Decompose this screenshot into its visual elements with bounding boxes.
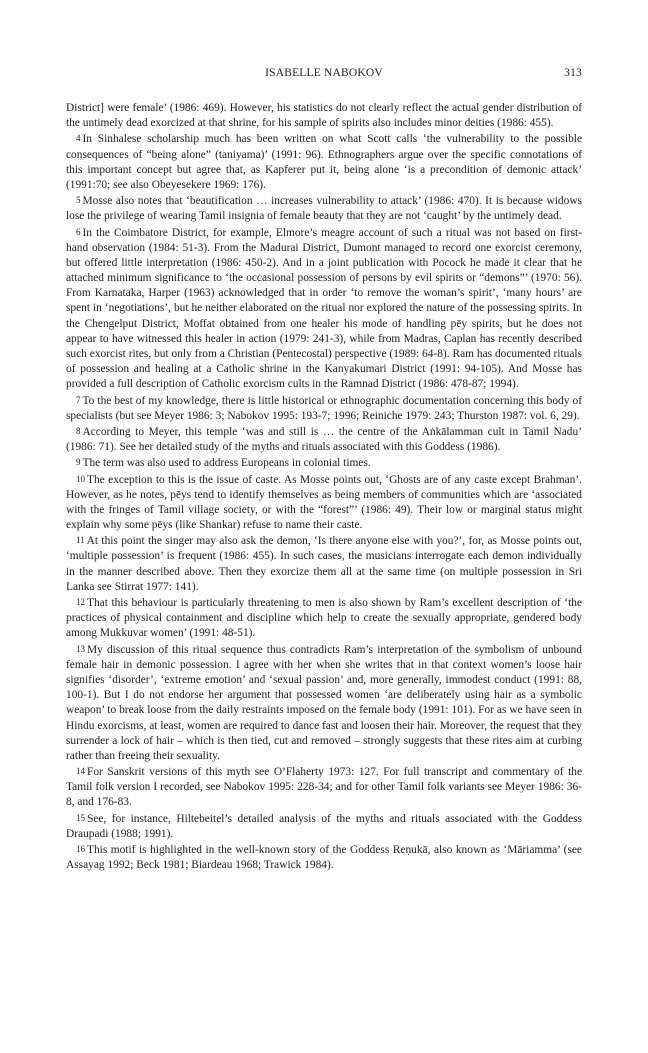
note-number: 14 bbox=[76, 766, 85, 777]
note-text: That this behaviour is particularly threatening to men is also shown by Ram’s excellent description of ‘the practices of physical containment and discipline which help to create the sexually appropriate, gendered body among Mukkuvar women’ (1991: 48-51). bbox=[66, 597, 582, 640]
endnotes bbox=[66, 101, 582, 873]
note-6 bbox=[66, 225, 582, 393]
note-text: This motif is highlighted in the well-known story of the Goddess Reṇukā, also known as ‘Māriamma’ (see Assayag 1992; Beck 1981; Biardeau 1968; Trawick 1984). bbox=[66, 844, 582, 872]
running-header bbox=[66, 67, 582, 83]
note-number: 15 bbox=[76, 812, 85, 823]
note-text: See, for instance, Hiltebeitel’s detailed analysis of the myths and rituals associated with the Goddess Draupadi (1988; 1991). bbox=[66, 812, 582, 840]
note-text: In the Coimbatore District, for example, Elmore’s meagre account of such a ritual was not based on first-hand observation (1984: 51-3). From the Madurai District, Dumont managed to record one exorcist ceremony, but offered little interpretation (1986: 450-2). And in a joint publication with Pocock he made it clear that he attached minimum significance to ‘the occasional possession of persons by evil spirits or “demons”’ (1970: 56). From Karnataka, Harper (1963) acknowledged that in order ‘to remove the woman’s spirit’, ‘many hours’ are spent in ‘negotiations’, but he neither elaborated on the ritual nor explored the nature of the possessing spirits. In the Chengelput District, Moffat obtained from one healer his mode of handling pēy spirits, but he does not appear to have witnessed this healer in action (1979: 241-3), while from Madras, Caplan has recently described such exorcist rites, but only from a Christian (Pentecostal) perspective (1989: 64-8). Ram has documented rituals of possession and healing at a Catholic shrine in the Kanyakumari District (1991: 94-105). And Mosse has provided a full description of Catholic exorcism cults in the Ramnad District (1986: 478-87; 1994). bbox=[66, 226, 582, 391]
note-text: At this point the singer may also ask the demon, ‘Is there anyone else with you?’, for, as Mosse points out, ‘multiple possession’ is frequent (1986: 455). In such cases, the musicians interrogate each demon individually in the manner described above. Then they exorcize them all at the same time (on multiple possession in Sri Lanka see Stirrat 1977: 141). bbox=[66, 535, 582, 593]
note-13 bbox=[66, 642, 582, 765]
note-14 bbox=[66, 764, 582, 811]
note-number: 7 bbox=[76, 394, 81, 405]
note-8 bbox=[66, 424, 582, 455]
page-number: 313 bbox=[564, 67, 582, 79]
note-text: My discussion of this ritual sequence thus contradicts Ram’s interpretation of the symbolism of unbound female hair in demonic possession. I agree with her when she writes that in that context women’s loose hair signifies ‘disorder’, ‘extreme emotion’ and ‘sexual passion’ and, more generally, immodest conduct (1991: 88, 100-1). But I do not endorse her argument that possessed women ‘are deliberately using hair as a symbolic weapon’ to break loose from the daily restraints imposed on the female body (1991: 101). For as we have seen in Hindu exorcisms, at least, women are required to dance fast and loosen their hair. Moreover, the request that they surrender a lock of hair – which is then tied, cut and removed – strongly suggests that these rites aim at curbing rather than freeing their sexuality. bbox=[66, 643, 582, 762]
note-10 bbox=[66, 472, 582, 534]
note-number: 8 bbox=[76, 425, 81, 436]
note-number: 9 bbox=[76, 457, 81, 468]
note-text: The term was also used to address Europeans in colonial times. bbox=[82, 457, 371, 470]
note-text: For Sanskrit versions of this myth see O’Flaherty 1973: 127. For full transcript and commentary of the Tamil folk version I recorded, see Nabokov 1995: 228-34; and for other Tamil folk variants see Meyer 1986: 36-8, and 176-83. bbox=[66, 766, 582, 809]
note-number: 13 bbox=[76, 643, 85, 654]
note-number: 4 bbox=[76, 133, 81, 144]
note-text: The exception to this is the issue of caste. As Mosse points out, ‘Ghosts are of any caste except Brahman’. However, as he notes, pēys tend to identify themselves as being members of communities which are ‘associated with the fringes of Tamil village society, or with the “forest”’ (1986: 49). Their low or marginal status might explain why some pēys (like Shankar) refuse to name their caste. bbox=[66, 473, 582, 532]
note-number: 5 bbox=[76, 195, 81, 206]
note-5 bbox=[66, 193, 582, 224]
note-number: 6 bbox=[76, 226, 81, 237]
note-number: 12 bbox=[76, 597, 85, 607]
note-text: Mosse also notes that ‘beautification … increases vulnerability to attack’ (1986: 470). It is because widows lose the privilege of wearing Tamil insignia of female beauty that they are not ‘caught’ by the untimely dead. bbox=[66, 195, 582, 223]
note-number: 11 bbox=[76, 535, 85, 546]
note-9 bbox=[66, 455, 582, 471]
note-11 bbox=[66, 533, 582, 595]
note-text: To the best of my knowledge, there is little historical or ethnographic documentation concerning this body of specialists (but see Meyer 1986: 3; Nabokov 1995: 193-7; 1996; Reiniche 1979: 243; Thurston 1987: vol. 6, 29). bbox=[66, 394, 582, 422]
running-title: ISABELLE NABOKOV bbox=[265, 67, 383, 79]
note-15 bbox=[66, 811, 582, 842]
note-4 bbox=[66, 131, 582, 193]
note-text: According to Meyer, this temple ‘was and still is … the centre of the Aṅkālamman cult in Tamil Nadu’ (1986: 71). See her detailed study of the myths and rituals associated with this Goddess (1986). bbox=[66, 425, 582, 454]
note-number: 10 bbox=[76, 473, 85, 484]
note-text: In Sinhalese scholarship much has been written on what Scott calls ‘the vulnerability to the possible consequences of “being alone” (taniyama)’ (1991: 96). Ethnographers argue over the specific connotations of this important concept but agree that, as Kapferer put it, being alone ‘is a precondition of demonic attack’ (1991:70; see also Obeyesekere 1969: 176). bbox=[66, 133, 582, 191]
note-16 bbox=[66, 842, 582, 873]
note-7 bbox=[66, 393, 582, 424]
note-continuation: District] were female’ (1986: 469). However, his statistics do not clearly reflect the actual gender distribution of the untimely dead exorcized at that shrine, for his sample of spirits also includes minor deities (1986: 455). bbox=[66, 102, 582, 130]
note-12 bbox=[66, 595, 582, 642]
note-number: 16 bbox=[76, 844, 85, 854]
